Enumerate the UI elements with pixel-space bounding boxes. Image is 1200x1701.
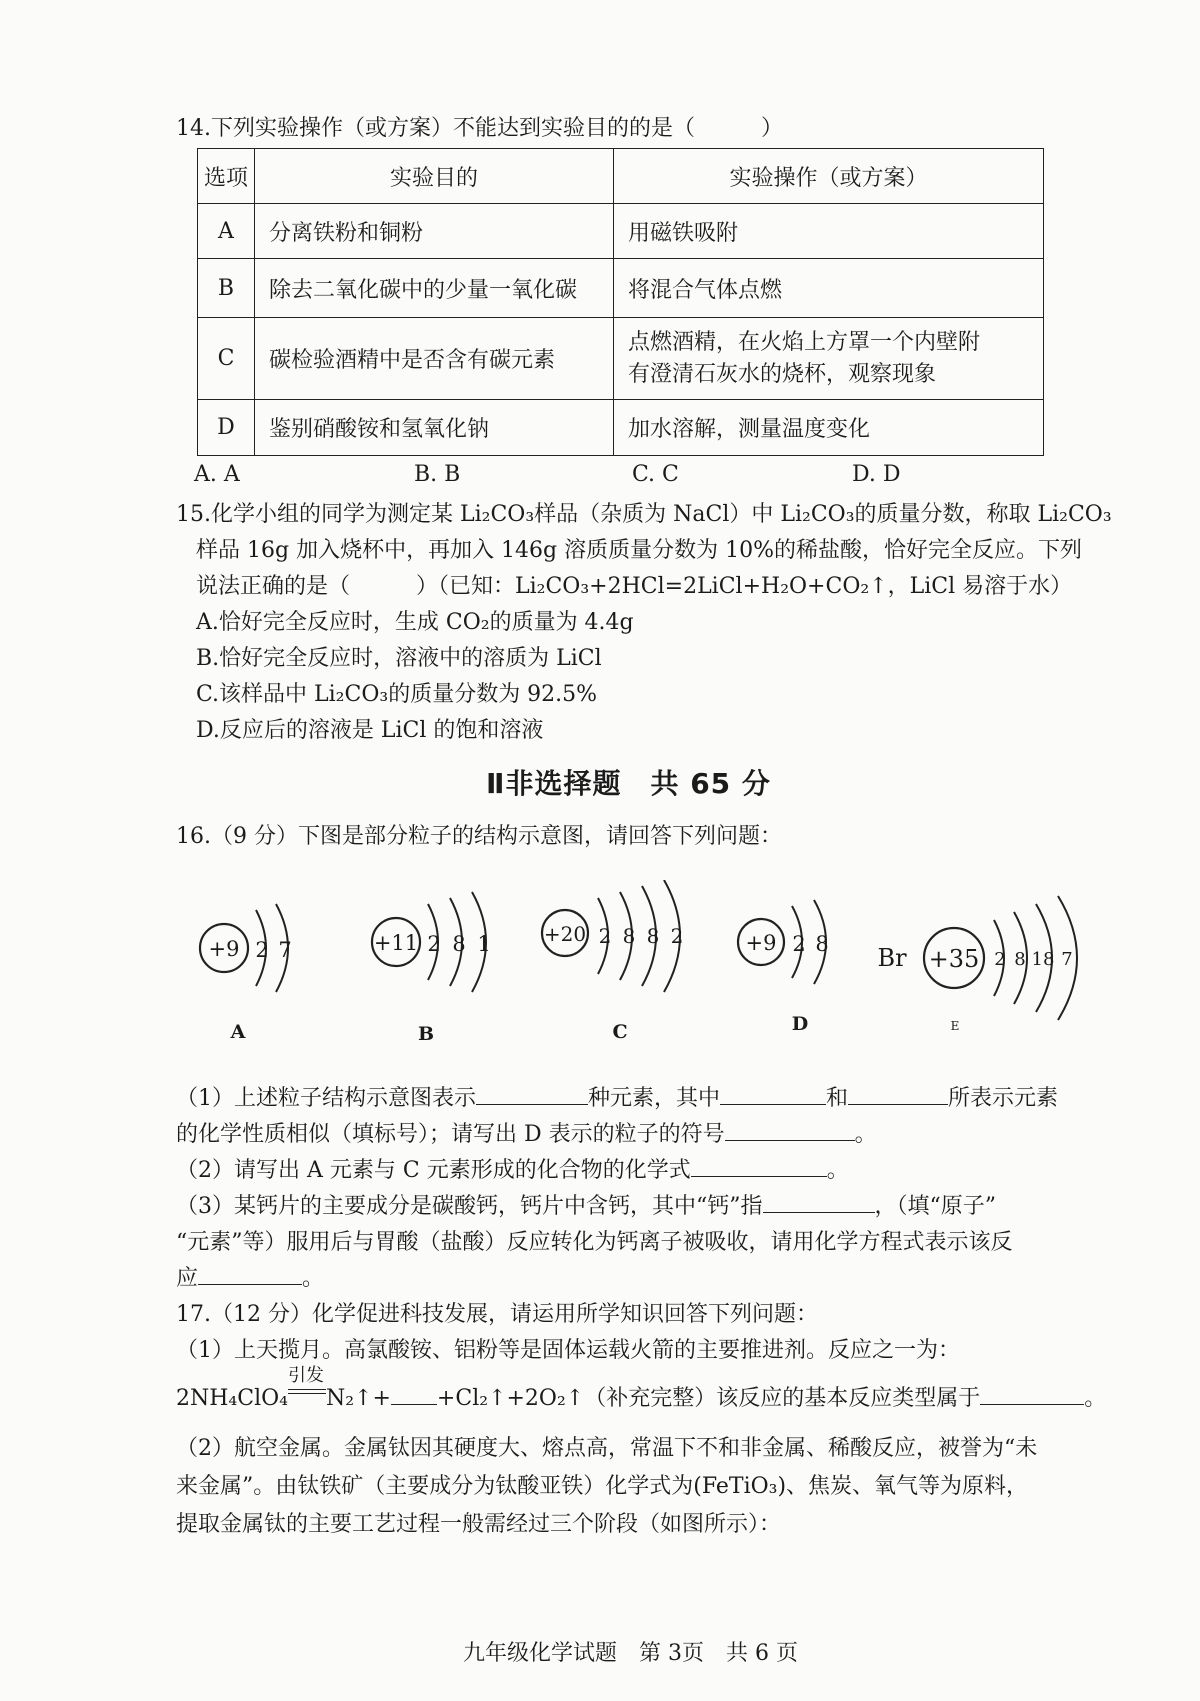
shell-electrons: 2 [792,932,806,956]
element-symbol: Br [877,944,907,972]
diagram-label: C [612,1021,628,1043]
shell-electrons: 2 [670,924,684,948]
answer-blank[interactable] [691,1154,827,1177]
shell-electrons: 8 [622,924,636,948]
reaction-condition [287,1365,326,1405]
table-header-operation: 实验操作（或方案） [614,149,1044,204]
q16-part3-line3 [176,1262,324,1296]
atom-diagram-a [200,904,292,1043]
reaction-condition-text: 引发 [287,1365,324,1386]
q16-part3-line1 [176,1190,996,1224]
answer-blank[interactable] [720,1082,826,1105]
q14-option-a: A. A [194,462,240,487]
q14-option-c: C. C [632,462,679,487]
answer-blank[interactable] [476,1082,588,1105]
q16-part3-text: 。 [302,1266,325,1291]
table-cell-option: C [198,318,255,400]
shell-electrons: 2 [255,938,269,962]
q15-option-a: A.恰好完全反应时，生成 CO₂的质量为 4.4g [196,610,634,635]
table-cell-goal: 除去二氧化碳中的少量一氧化碳 [255,259,614,318]
shell-electrons: 7 [278,938,292,962]
q16-part1-line1 [176,1082,1058,1116]
q16-part1-text: 。 [854,1122,877,1147]
shell-electrons: 18 [1031,949,1055,970]
nucleus-charge: +35 [928,945,980,973]
answer-blank[interactable] [198,1262,302,1285]
diagram-label: B [417,1023,435,1045]
q15-option-c: C.该样品中 Li₂CO₃的质量分数为 92.5% [196,682,598,707]
q16-part1-text: 所表示元素 [948,1086,1059,1111]
q15-line-2: 样品 16g 加入烧杯中，再加入 146g 溶质质量分数为 10%的稀盐酸，恰好完全反应。下列 [196,538,1083,563]
q16-part3-text: （3）某钙片的主要成分是碳酸钙，钙片中含钙，其中“钙”指 [176,1194,763,1219]
table-cell-option: B [198,259,255,318]
q15-line-1: 15.化学小组的同学为测定某 Li₂CO₃样品（杂质为 NaCl）中 Li₂CO₃的质量分数，称取 Li₂CO₃ [176,502,1112,527]
atom-diagram-d [738,900,829,1035]
table-cell-operation: 用磁铁吸附 [614,204,1044,259]
shell-electrons: 2 [427,932,441,956]
table-cell-goal: 分离铁粉和铜粉 [255,204,614,259]
q15-option-d: D.反应后的溶液是 LiCl 的饱和溶液 [196,718,544,743]
q17-part2-line3: 提取金属钛的主要工艺过程一般需经过三个阶段（如图所示）： [176,1512,782,1537]
shell-electrons: 8 [452,932,466,956]
shell-electrons: 8 [646,924,660,948]
q16-part3-line2: “元素”等）服用后与胃酸（盐酸）反应转化为钙离子被吸收，请用化学方程式表示该反 [176,1230,1013,1255]
q17-part2-line1: （2）航空金属。金属钛因其硬度大、熔点高，常温下不和非金属、稀酸反应，被誉为“未 [176,1436,1038,1461]
table-header-option: 选项 [198,149,255,204]
atomic-structure-diagrams [0,880,1200,1060]
equation-product: N₂↑+ [325,1386,391,1411]
atom-diagram-e [877,896,1077,1033]
shell-electrons: 2 [598,924,612,948]
q16-part1-text: 和 [826,1086,849,1111]
answer-blank[interactable] [763,1190,875,1213]
answer-blank[interactable] [391,1382,437,1405]
equation-end: 。 [1084,1386,1107,1411]
table-cell-option: D [198,400,255,456]
q17-stem: 17.（12 分）化学促进科技发展，请运用所学知识回答下列问题： [176,1302,818,1327]
table-cell-goal: 碳检验酒精中是否含有碳元素 [255,318,614,400]
equation-reactant: 2NH₄ClO₄ [176,1386,288,1411]
q14-table [197,148,1044,456]
equation-product: +Cl₂↑+2O₂↑（补充完整）该反应的基本反应类型属于 [436,1386,981,1411]
shell-electrons: 8 [815,932,829,956]
q15-line-3: 说法正确的是（ ）（已知：Li₂CO₃+2HCl=2LiCl+H₂O+CO₂↑，LiCl 易溶于水） [196,574,1073,599]
q16-part1-line2 [176,1118,877,1152]
section-title: Ⅱ非选择题 共 65 分 [486,767,771,800]
q16-stem: 16.（9 分）下图是部分粒子的结构示意图，请回答下列问题： [176,824,782,849]
q16-part2-text: （2）请写出 A 元素与 C 元素形成的化合物的化学式 [176,1158,691,1183]
shell-electrons: 2 [994,949,1006,970]
diagram-label: A [230,1021,246,1043]
nucleus-charge: +9 [745,931,777,955]
q16-part1-text: （1）上述粒子结构示意图表示 [176,1086,476,1111]
table-cell-option: A [198,204,255,259]
answer-blank[interactable] [725,1118,855,1141]
table-row [198,318,1044,400]
table-row [198,259,1044,318]
q14-stem: 14.下列实验操作（或方案）不能达到实验目的的是（ ） [176,116,783,141]
q15-option-b: B.恰好完全反应时，溶液中的溶质为 LiCl [196,646,602,671]
q17-part2-line2: 来金属”。由钛铁矿（主要成分为钛酸亚铁）化学式为(FeTiO₃)、焦炭、氧气等为原料， [176,1474,1029,1499]
answer-blank[interactable] [848,1082,948,1105]
q16-part3-text: 应 [176,1266,199,1291]
atom-diagram-c [542,880,683,1043]
table-row [198,204,1044,259]
operation-line: 点燃酒精，在火焰上方罩一个内壁附 [628,329,981,355]
q14-option-b: B. B [414,462,461,487]
table-cell-operation [614,318,1044,400]
table-cell-goal: 鉴别硝酸铵和氢氧化钠 [255,400,614,456]
nucleus-charge: +11 [373,931,419,955]
nucleus-charge: +9 [208,937,240,961]
atom-diagram-b [372,892,491,1045]
shell-electrons: 8 [1014,949,1026,970]
answer-blank[interactable] [980,1382,1084,1405]
q16-part1-text: 的化学性质相似（填标号）；请写出 D 表示的粒子的符号 [176,1122,725,1147]
table-cell-operation: 加水溶解，测量温度变化 [614,400,1044,456]
equals-sign [288,1389,326,1394]
q16-part3-text: ，（填“原子” [874,1194,996,1219]
diagram-label: D [791,1013,809,1035]
page-footer: 九年级化学试题 第 3页 共 6 页 [463,1641,798,1666]
q17-equation [176,1365,1107,1416]
table-row [198,400,1044,456]
q14-option-d: D. D [852,462,901,487]
table-cell-operation: 将混合气体点燃 [614,259,1044,318]
table-header-goal: 实验目的 [255,149,614,204]
diagram-label: E [950,1019,960,1033]
nucleus-charge: +20 [543,922,587,946]
q16-part1-text: 种元素，其中 [588,1086,721,1111]
table-header-row [198,149,1044,204]
shell-electrons: 7 [1061,949,1073,970]
operation-line: 有澄清石灰水的烧杯，观察现象 [628,361,937,387]
q17-part1-line1: （1）上天揽月。高氯酸铵、铝粉等是固体运载火箭的主要推进剂。反应之一为： [176,1338,960,1363]
q16-part2-text: 。 [826,1158,849,1183]
q16-part2 [176,1154,849,1188]
shell-electrons: 1 [477,932,491,956]
